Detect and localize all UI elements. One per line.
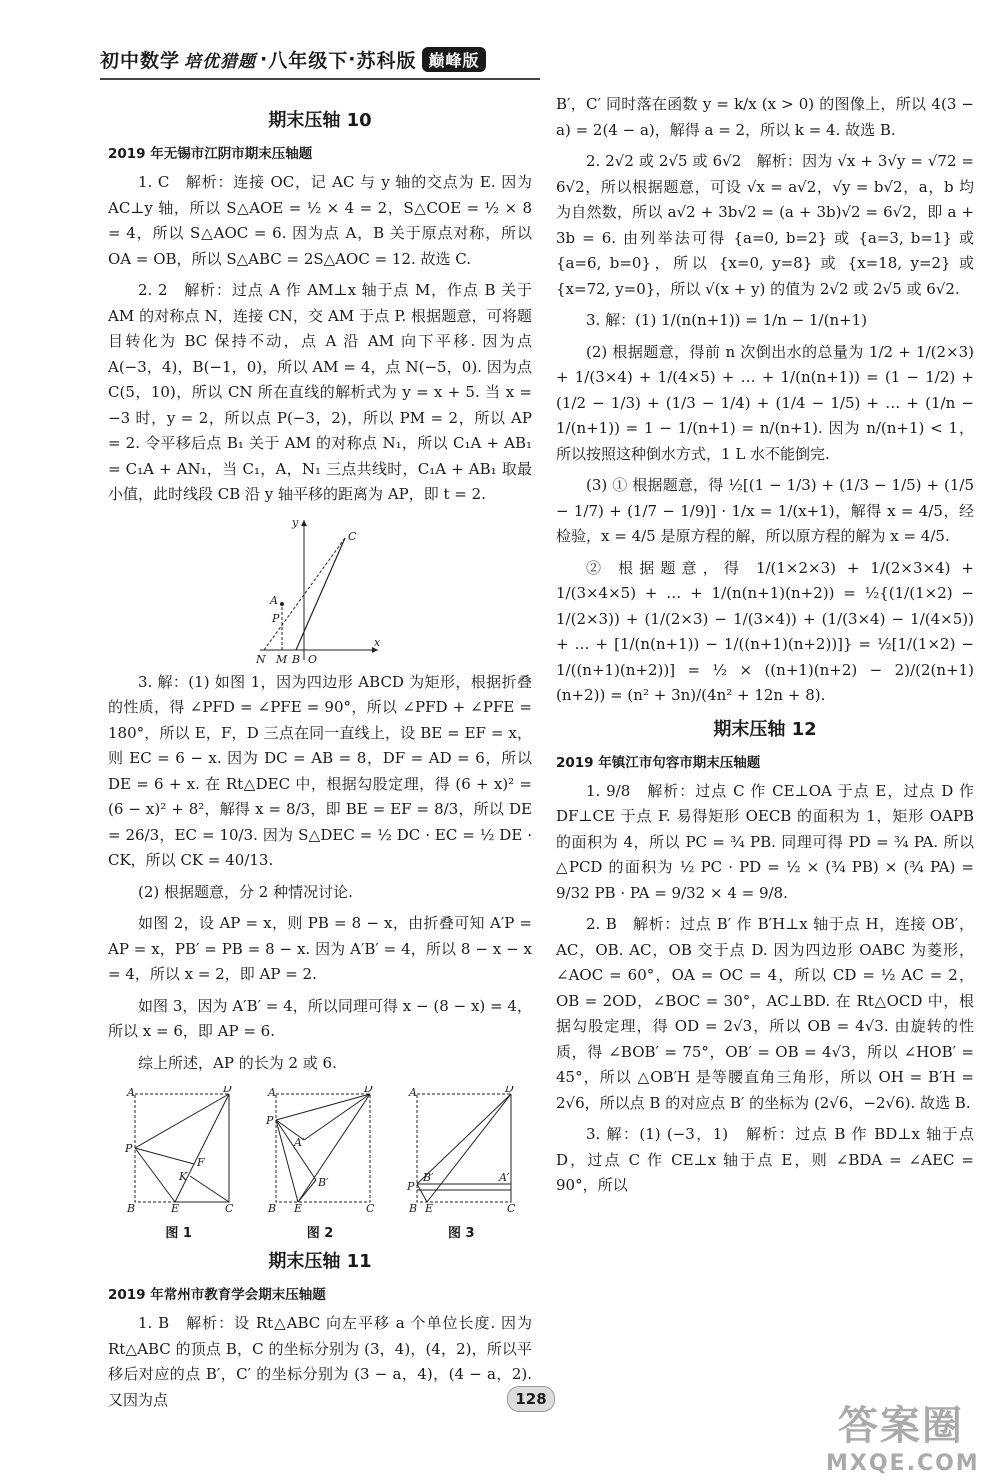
header-brand-logo: 培优猎题: [184, 51, 257, 72]
point-label-n: N: [256, 652, 266, 664]
point-label-b: B: [409, 1202, 418, 1214]
section-title: 期末压轴 10: [268, 110, 372, 131]
right-column: [556, 92, 974, 1205]
point-label-c: C: [224, 1202, 234, 1214]
answer-paragraph: 1. 9/8 解析：过点 C 作 CE⊥OA 于点 E，过点 D 作 DF⊥CE 于点 F. 易得矩形 OECB 的面积为 1，矩形 OAPB 的面积为 4，所以 PC = ¾ PB. 同理可得 PD = ¾ PA. 所以 △PCD 的面积为 ½ PC · PD = ½ × (¾ PB) × (¾ PA) = 9/32 PB · PA = 9/32 × 4 = 9/8.: [556, 781, 974, 902]
point-label-p: P: [407, 1180, 415, 1193]
watermark-text: 答案圈: [838, 1403, 964, 1449]
point-label-e: E: [293, 1202, 303, 1214]
answer-paragraph: 如图 3，因为 A′B′ = 4，所以同理可得 x − (8 − x) = 4，所以 x = 6，即 AP = 6.: [108, 996, 532, 1040]
answer-paragraph: 2. B 解析：过点 B′ 作 B′H⊥x 轴于点 H，连接 OB′，AC，OB. AC，OB 交于点 D. 因为四边形 OABC 为菱形，∠AOC = 60°，OA = OC = 4，所以 CD = ½ AC = 2，OB = 2OD，∠BOC = 30°，AC⊥BD. 在 Rt△OCD 中，根据勾股定理，得 OD = 2√3，所以 OB = 4√3. 由旋转的性质，得 ∠BOB′ = 75°，OB′ = OB = 4√3，所以 ∠HOB′ = 45°，所以 △OB′H 是等腰直角三角形，所以 OH = B′H = 2√6，所以点 B 的对应点 B′ 的坐标为 (2√6，−2√6). 故选 B.: [556, 915, 974, 1112]
point-label-b: B: [126, 1202, 135, 1214]
page-number: 128: [507, 1386, 555, 1412]
point-label-c: C: [365, 1202, 375, 1214]
coordinate-figure: [250, 514, 390, 664]
point-label-p: P: [124, 1142, 133, 1155]
figure-1: [123, 1086, 235, 1241]
point-label-a-prime: A′: [499, 1171, 510, 1184]
watermark-logo: [826, 1394, 980, 1476]
point-label-a: A: [267, 1086, 276, 1099]
header-rule: [100, 78, 540, 80]
answer-paragraph: 如图 2，设 AP = x，则 PB = 8 − x，由折叠可知 A′P = AP = x，PB′ = PB = 8 − x. 因为 A′B′ = 4，所以 8 − x − x = 4，所以 x = 2，即 AP = 2.: [108, 914, 532, 983]
running-header: [100, 44, 486, 74]
figure-caption: 图 2: [306, 1226, 334, 1241]
section-title: 期末压轴 12: [713, 718, 817, 740]
section-source: 2019 年镇江市句容市期末压轴题: [556, 754, 761, 771]
header-sep: ·: [260, 48, 269, 70]
point-label-b: B: [267, 1202, 277, 1214]
answer-paragraph: 2. 2√2 或 2√5 或 6√2 解析：因为 √x + 3√y = √72 = 6√2，所以根据题意，可设 √x = a√2，√y = b√2，a，b 均为自然数，所以 a√2 + 3b√2 = (a + 3b)√2 = 6√2，即 a + 3b = 6. 由列举法可得 {a=0, b=2} 或 {a=3, b=1} 或 {a=6, b=0}，所以 {x=0, y=8} 或 {x=18, y=2} 或 {x=72, y=0}，所以 √(x + y) 的值为 2√2 或 2√5 或 6√2.: [556, 152, 974, 298]
header-edition: 苏科版: [356, 49, 417, 72]
answer-paragraph: 3. 解：(1) 如图 1，因为四边形 ABCD 为矩形，根据折叠的性质，得 ∠PFD = ∠PFE = 90°，所以 ∠PFD + ∠PFE = 180°，所以 E，F，D 三点在同一直线上，设 BE = EF = x，则 EC = 6 − x. 因为 DC = AB = 8，DF = AD = 6，所以 DE = 6 + x. 在 Rt△DEC 中，根据勾股定理，得 (6 + x)² = (6 − x)² + 8²，解得 x = 8/3，即 BE = EF = 8/3，所以 DE = 26/3，EC = 10/3. 因为 S△DEC = ½ DC · EC = ½ DE · CK，所以 CK = 40/13.: [108, 672, 532, 869]
point-label-o: O: [308, 652, 318, 664]
point-label-a: A: [126, 1086, 135, 1099]
point-label-p: P: [272, 611, 280, 625]
left-column: [108, 100, 532, 1419]
answer-paragraph: ② 根据题意，得 1/(1×2×3) + 1/(2×3×4) + 1/(3×4×5) + … + 1/(n(n+1)(n+2)) = ½{(1/(1×2) − 1/(2×3)) + (1/(2×3) − 1/(3×4)) + (1/(3×4) − 1/(4×5)) + … + [1/(n(n+1)) − 1/((n+1)(n+2))]} = ½[1/(1×2) − 1/((n+1)(n+2))] = ½ × ((n+1)(n+2) − 2)/(2(n+1)(n+2)) = (n² + 3n)/(4n² + 12n + 8).: [556, 558, 974, 704]
point-label-c: C: [348, 529, 357, 543]
figure-3: [405, 1086, 517, 1241]
axis-label-x: x: [374, 635, 381, 649]
point-label-f: F: [196, 1156, 205, 1169]
point-label-a-prime: A′: [293, 1136, 305, 1149]
answer-paragraph: (2) 根据题意，分 2 种情况讨论.: [138, 882, 353, 901]
answer-paragraph: (2) 根据题意，得前 n 次倒出水的总量为 1/2 + 1/(2×3) + 1/(3×4) + 1/(4×5) + … + 1/(n(n+1)) = (1 − 1/2) + (1/2 − 1/3) + (1/3 − 1/4) + (1/4 − 1/5) + … + (1/n − 1/(n+1)) = 1 − 1/(n+1) = n/(n+1). 因为 n/(n+1) < 1，所以按照这种倒水方式，1 L 水不能倒完.: [556, 342, 974, 463]
point-label-a: A: [270, 593, 278, 607]
figure-caption: 图 3: [448, 1226, 475, 1241]
header-badge: 巅峰版: [422, 47, 485, 72]
header-grade: 八年级下: [268, 49, 349, 72]
figure-caption: 图 1: [165, 1226, 192, 1241]
point-label-b: B: [292, 652, 301, 664]
point-label-m: M: [276, 652, 288, 664]
section-source: 2019 年无锡市江阴市期末压轴题: [108, 146, 313, 162]
header-sep: ·: [348, 48, 357, 70]
answer-paragraph: 1. C 解析：连接 OC，记 AC 与 y 轴的交点为 E. 因为 AC⊥y 轴，所以 S△AOE = ½ × 4 = 2，S△COE = ½ × 8 = 4，所以 S△AOC = 6. 因为点 A，B 关于原点对称，所以 OA = OB，所以 S△ABC = 2S△AOC = 12. 故选 C.: [108, 173, 532, 268]
answer-paragraph: 1. B 解析：设 Rt△ABC 向左平移 a 个单位长度. 因为 Rt△ABC 的顶点 B，C 的坐标分别为 (3，4)，(4，2)，所以平移后对应的点 B′，C′ 的坐标分别为 (3 − a，4)，(4 − a，2). 又因为点: [108, 1314, 532, 1409]
answer-paragraph: 2. 2 解析：过点 A 作 AM⊥x 轴于点 M，作点 B 关于 AM 的对称点 N，连接 CN，交 AM 于点 P. 根据题意，可将题目转化为 BC 保持不动，点 A 沿 AM 向下平移. 因为点 A(−3，4)，B(−1，0)，所以 AM = 4，点 N(−5，0). 因为点 C(5，10)，所以 CN 所在直线的解析式为 y = x + 5. 当 x = −3 时，y = 2，所以点 P(−3，2)，所以 PM = 2，所以 AP = 2. 令平移后点 B₁ 关于 AM 的对称点 N₁，所以 C₁A + AB₁ = C₁A + AN₁，当 C₁，A，N₁ 三点共线时，C₁A + AB₁ 取最小值，此时线段 CB 沿 y 轴平移的距离为 AP，即 t = 2.: [108, 281, 532, 503]
point-label-e: E: [170, 1202, 179, 1214]
point-label-b-prime: B′: [423, 1171, 434, 1184]
answer-paragraph: 3. 解：(1) 1/(n(n+1)) = 1/n − 1/(n+1): [586, 311, 868, 329]
section-title: 期末压轴 11: [268, 1251, 372, 1272]
answer-paragraph: (3) ① 根据题意，得 ½[(1 − 1/3) + (1/3 − 1/5) + (1/5 − 1/7) + (1/7 − 1/9)] · 1/x = 1/(x+1)，解得 x = 4/5，经检验，x = 4/5 是原方程的解，所以原方程的解为 x = 4/5.: [556, 476, 974, 545]
section-source: 2019 年常州市教育学会期末压轴题: [108, 1287, 326, 1303]
point-label-d: D: [222, 1086, 232, 1095]
header-subject: 初中数学: [100, 49, 181, 72]
figure-row: [108, 1086, 532, 1241]
answer-paragraph: B′，C′ 同时落在函数 y = k/x (x > 0) 的图像上，所以 4(3 − a) = 2(4 − a)，解得 a = 2，所以 k = 4. 故选 B.: [556, 95, 974, 139]
point-label-p: P: [265, 1114, 274, 1127]
watermark-url: MXQE.COM: [826, 1451, 980, 1476]
point-label-e: E: [425, 1202, 434, 1214]
point-label-d: D: [363, 1086, 373, 1095]
figure-2: [264, 1086, 376, 1241]
point-label-k: K: [178, 1170, 187, 1183]
point-label-b-prime: B′: [317, 1176, 329, 1189]
answer-paragraph: 综上所述，AP 的长为 2 或 6.: [138, 1053, 337, 1072]
answer-paragraph: 3. 解：(1) (−3，1) 解析：过点 B 作 BD⊥x 轴于点 D，过点 C 作 CE⊥x 轴于点 E，则 ∠BDA = ∠AEC = 90°，所以: [556, 1125, 974, 1194]
point-label-c: C: [507, 1202, 516, 1214]
point-label-a: A: [409, 1086, 418, 1099]
point-label-d: D: [505, 1086, 515, 1095]
axis-label-y: y: [292, 515, 299, 529]
